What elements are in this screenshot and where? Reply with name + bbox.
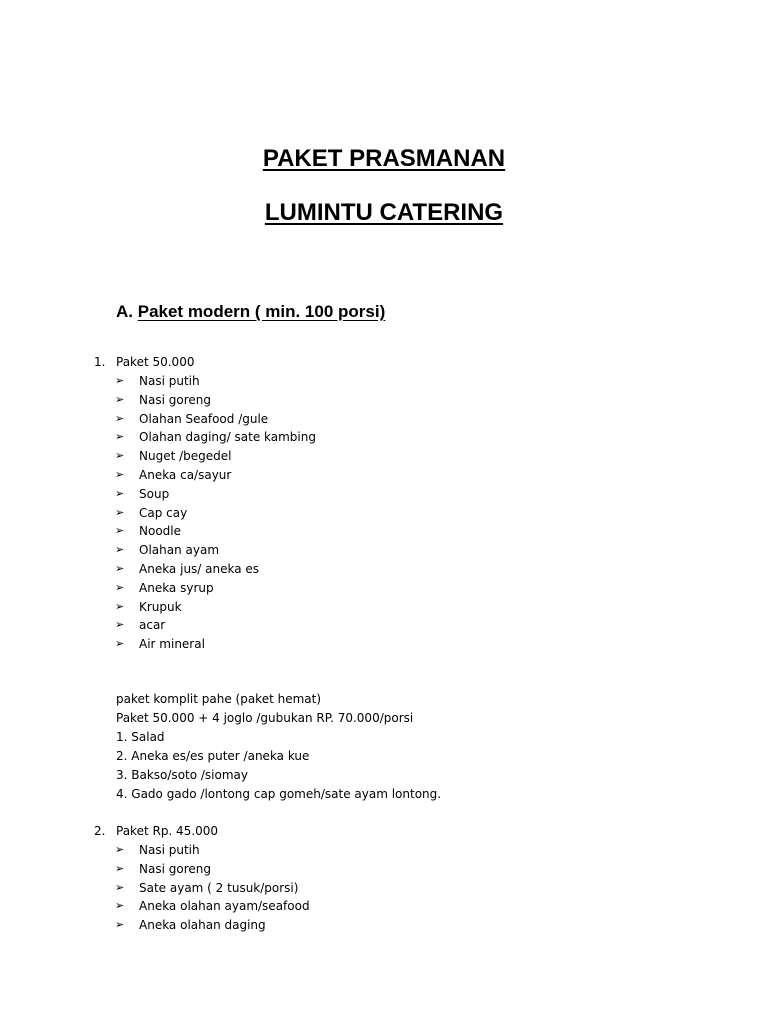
list-item: 4. Gado gado /lontong cap gomeh/sate ayam lontong.	[116, 787, 442, 801]
list-item-text: Soup	[139, 486, 170, 501]
list-item-text: Aneka syrup	[139, 580, 214, 595]
list-item-text: Aneka jus/ aneka es	[139, 561, 260, 576]
list-item	[0, 428, 768, 447]
list-item	[0, 522, 768, 541]
package-1	[0, 353, 768, 654]
list-item-text: Olahan ayam	[139, 543, 220, 558]
list-item-text: Nuget /begedel	[139, 449, 232, 464]
list-item	[0, 410, 768, 429]
arrow-bullet-icon: ➢	[115, 524, 125, 538]
package-1-title	[0, 353, 768, 372]
list-item	[0, 541, 768, 560]
section-label: Paket modern ( min. 100 porsi)	[137, 302, 386, 321]
list-item: 3. Bakso/soto /siomay	[116, 768, 249, 782]
section-heading	[116, 300, 385, 324]
list-item	[0, 466, 768, 485]
package-1-name: Paket 50.000	[116, 355, 195, 369]
list-item-text: Air mineral	[139, 637, 205, 652]
list-item-text: Olahan daging/ sate kambing	[139, 430, 316, 445]
list-item-text: Nasi putih	[139, 843, 200, 857]
arrow-bullet-icon: ➢	[115, 599, 125, 613]
list-item	[0, 372, 768, 391]
list-item-text: Olahan Seafood /gule	[139, 411, 269, 426]
package-1-number: 1.	[94, 355, 106, 369]
arrow-bullet-icon: ➢	[115, 561, 125, 575]
list-item	[0, 616, 768, 635]
list-item-text: Nasi goreng	[139, 861, 211, 876]
document-title-text: PAKET PRASMANAN	[262, 145, 506, 172]
package-2-number: 2.	[94, 824, 106, 838]
extra-price-line: Paket 50.000 + 4 joglo /gubukan RP. 70.000/porsi	[116, 711, 414, 725]
list-item	[0, 579, 768, 598]
list-item	[0, 598, 768, 617]
list-item	[0, 897, 768, 916]
list-item-text: Nasi putih	[139, 374, 200, 388]
section-letter: A.	[116, 302, 133, 321]
extra-package-note	[116, 690, 441, 804]
list-item	[0, 879, 768, 898]
arrow-bullet-icon: ➢	[115, 580, 125, 594]
package-2	[0, 822, 768, 935]
list-item	[0, 504, 768, 523]
arrow-bullet-icon: ➢	[115, 392, 125, 406]
list-item	[0, 391, 768, 410]
list-item-text: Aneka olahan daging	[139, 918, 266, 933]
list-item	[0, 841, 768, 860]
package-1-items	[0, 372, 768, 654]
arrow-bullet-icon: ➢	[115, 618, 125, 632]
list-item-text: Nasi goreng	[139, 392, 211, 407]
list-item: 1. Salad	[116, 730, 165, 744]
package-2-title	[0, 822, 768, 841]
arrow-bullet-icon: ➢	[115, 449, 125, 463]
arrow-bullet-icon: ➢	[115, 861, 125, 875]
list-item	[0, 560, 768, 579]
document-subtitle-text: LUMINTU CATERING	[264, 199, 504, 226]
list-item	[0, 485, 768, 504]
list-item-text: Aneka ca/sayur	[139, 467, 232, 482]
list-item	[0, 916, 768, 935]
list-item-text: Noodle	[139, 524, 181, 539]
arrow-bullet-icon: ➢	[115, 430, 125, 444]
list-item-text: Krupuk	[139, 599, 182, 614]
arrow-bullet-icon: ➢	[115, 899, 125, 913]
arrow-bullet-icon: ➢	[115, 918, 125, 932]
arrow-bullet-icon: ➢	[115, 411, 125, 425]
arrow-bullet-icon: ➢	[115, 486, 125, 500]
list-item	[0, 860, 768, 879]
list-item-text: acar	[139, 618, 166, 633]
list-item-text: Aneka olahan ayam/seafood	[139, 899, 310, 914]
arrow-bullet-icon: ➢	[115, 467, 125, 481]
document-title	[0, 144, 768, 174]
extra-heading: paket komplit pahe (paket hemat)	[116, 692, 322, 706]
package-2-name: Paket Rp. 45.000	[116, 824, 219, 838]
list-item-text: Sate ayam ( 2 tusuk/porsi)	[139, 880, 299, 895]
package-2-items	[0, 841, 768, 935]
arrow-bullet-icon: ➢	[115, 637, 125, 651]
arrow-bullet-icon: ➢	[115, 543, 125, 557]
arrow-bullet-icon: ➢	[115, 374, 125, 387]
list-item-text: Cap cay	[139, 505, 188, 520]
arrow-bullet-icon: ➢	[115, 880, 125, 894]
arrow-bullet-icon: ➢	[115, 505, 125, 519]
list-item: 2. Aneka es/es puter /aneka kue	[116, 749, 310, 763]
list-item	[0, 447, 768, 466]
arrow-bullet-icon: ➢	[115, 843, 125, 856]
document-subtitle	[0, 198, 768, 228]
list-item	[0, 635, 768, 654]
